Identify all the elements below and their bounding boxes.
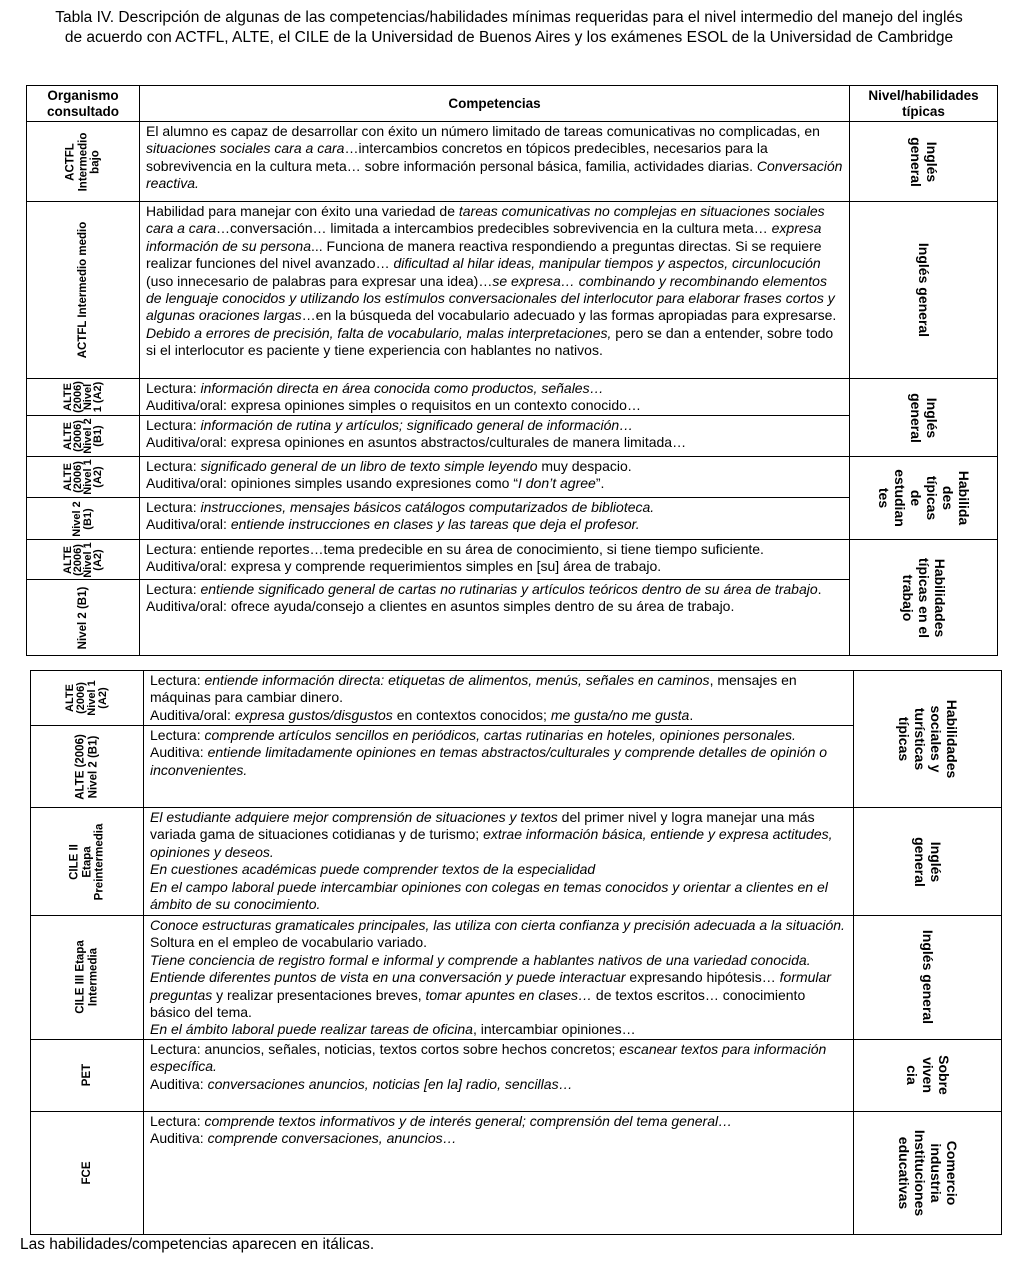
competencias-cell: Lectura: comprende artículos sencillos en periódicos, cartas rutinarias en hoteles, opiniones personales. Auditiva: entiende limitadamente opiniones en temas abstractos/culturales y comprende detalles de opinión o inconvenientes. — [144, 726, 854, 808]
org-cell: ALTE (2006) Nivel 2 (B1) — [31, 726, 144, 808]
org-cell: ALTE (2006) Nivel 1 (A2) — [27, 379, 140, 416]
competencias-cell: Lectura: entiende información directa: etiquetas de alimentos, menús, señales en caminos, mensajes en máquinas para cambiar dinero. Auditiva/oral: expresa gustos/disgustos en contextos conocidos; me gusta/no me gusta. — [144, 671, 854, 726]
table-row — [31, 671, 1002, 726]
header-organismo: Organismo consultado — [27, 86, 140, 122]
org-cell: Nivel 2 (B1) — [27, 580, 140, 656]
org-cell: PET — [31, 1039, 144, 1111]
competencias-cell: Lectura: instrucciones, mensajes básicos catálogos computarizados de biblioteca. Auditiva/oral: entiende instrucciones en clases y las tareas que deja el profesor. — [140, 498, 850, 540]
competencias-cell: Lectura: anuncios, señales, noticias, textos cortos sobre hechos concretos; escanear textos para información específica. Auditiva: conversaciones anuncios, noticias [en la] radio, sencillas… — [144, 1039, 854, 1111]
competencias-cell: El alumno es capaz de desarrollar con éxito un número limitado de tareas comunicativas no complicadas, en situaciones sociales cara a cara…intercambios concretos en tópicos predecibles, necesarios para la sobrevivencia en la cultura meta… sobre información personal básica, familia, actividades diarias. Conversación reactiva. — [140, 122, 850, 202]
competencias-cell: Lectura: entiende significado general de cartas no rutinarias y artículos teóricos dentro de su área de trabajo. Auditiva/oral: ofrece ayuda/consejo a clientes en asuntos simples dentro de su área de trabajo. — [140, 580, 850, 656]
table-row — [27, 457, 998, 498]
table-row — [27, 202, 998, 379]
org-cell: ALTE (2006) Nivel 2 (B1) — [27, 416, 140, 457]
table-row — [31, 1039, 1002, 1111]
org-cell: ALTE (2006) Nivel 1 (A2) — [31, 671, 144, 726]
competencias-table-2 — [30, 670, 1002, 1235]
competencias-cell: Lectura: comprende textos informativos y de interés general; comprensión del tema general… Auditiva: comprende conversaciones, anuncios… — [144, 1111, 854, 1234]
table-row — [31, 916, 1002, 1040]
caption-line-1: Tabla IV. Descripción de algunas de las competencias/habilidades mínimas requeridas para el nivel intermedio del manejo del inglés — [55, 9, 963, 26]
nivel-cell: Inglés general — [854, 916, 1002, 1040]
org-cell: Nivel 2 (B1) — [27, 498, 140, 540]
nivel-cell: Inglés general — [850, 379, 998, 457]
table-row — [27, 379, 998, 416]
org-cell: ACTFL Intermedio medio — [27, 202, 140, 379]
table-row — [31, 808, 1002, 916]
table-row — [27, 122, 998, 202]
competencias-cell: Conoce estructuras gramaticales principales, las utiliza con cierta confianza y precisión adecuada a la situación. Soltura en el empleo de vocabulario variado. Tiene conciencia de registro formal e informal y comprende a hablantes nativos de una variedad conocida. Entiende diferentes puntos de vista en una conversación y puede interactuar expresando hipótesis… formular preguntas y realizar presentaciones breves, tomar apuntes en clases… de textos escritos… conocimiento básico del tema. En el ámbito laboral puede realizar tareas de oficina, intercambiar opiniones… — [144, 916, 854, 1040]
nivel-cell: Habilida des típicas de estudian tes — [850, 457, 998, 540]
nivel-cell: Habilidades típicas en el trabajo — [850, 540, 998, 656]
header-nivel: Nivel/habilidades típicas — [850, 86, 998, 122]
table-row — [31, 1111, 1002, 1234]
competencias-cell: Lectura: significado general de un libro de texto simple leyendo muy despacio. Auditiva/oral: opiniones simples usando expresiones como “I don’t agree”. — [140, 457, 850, 498]
competencias-cell: El estudiante adquiere mejor comprensión de situaciones y textos del primer nivel y logra manejar una más variada gama de situaciones cotidianas y de turismo; extrae información básica, entiende y expresa actitudes, opiniones y deseos. En cuestiones académicas puede comprender textos de la especialidad En el campo laboral puede intercambiar opiniones con colegas en temas conocidos y orientar a clientes en el ámbito de su conocimiento. — [144, 808, 854, 916]
header-competencias: Competencias — [140, 86, 850, 122]
nivel-cell: Habilidades sociales y turísticas típicas — [854, 671, 1002, 808]
competencias-cell: Lectura: información directa en área conocida como productos, señales… Auditiva/oral: expresa opiniones simples o requisitos en un contexto conocido… — [140, 379, 850, 416]
org-cell: CILE II Etapa Preintermedia — [31, 808, 144, 916]
org-cell: ALTE (2006) Nivel 1 (A2) — [27, 540, 140, 580]
nivel-cell: Inglés general — [850, 202, 998, 379]
nivel-cell: Sobre viven cia — [854, 1039, 1002, 1111]
nivel-cell: Inglés general — [854, 808, 1002, 916]
table-caption — [0, 8, 1018, 48]
org-cell: CILE III Etapa Intermedia — [31, 916, 144, 1040]
competencias-cell: Lectura: entiende reportes…tema predecible en su área de conocimiento, si tiene tiempo suficiente. Auditiva/oral: expresa y comprende requerimientos simples en [su] área de trabajo. — [140, 540, 850, 580]
org-cell: FCE — [31, 1111, 144, 1234]
caption-line-2: de acuerdo con ACTFL, ALTE, el CILE de la Universidad de Buenos Aires y los exámenes ESOL de la Universidad de Cambridge — [64, 29, 954, 46]
org-cell: ALTE (2006) Nivel 1 (A2) — [27, 457, 140, 498]
competencias-table-1 — [26, 85, 998, 656]
footnote: Las habilidades/competencias aparecen en itálicas. — [20, 1236, 375, 1253]
nivel-cell: Comercio industria Instituciones educativas — [854, 1111, 1002, 1234]
competencias-cell: Habilidad para manejar con éxito una variedad de tareas comunicativas no complejas en situaciones sociales cara a cara…conversación… limitada a intercambios predecibles sobrevivencia en la cultura meta… expresa información de su persona... Funciona de manera reactiva respondiendo a preguntas directas. Si se requiere realizar funciones del nivel avanzado… dificultad al hilar ideas, manipular tiempos y aspectos, circunlocución (uso innecesario de palabras para expresar una idea)…se expresa… combinando y recombinando elementos de lenguaje conocidos y utilizando los estímulos conversacionales del interlocutor para elaborar frases cortos y algunas oraciones largas…en la búsqueda del vocabulario adecuado y las formas apropiadas para expresarse. Debido a errores de precisión, falta de vocabulario, malas interpretaciones, pero se dan a entender, sobre todo si el interlocutor es paciente y tiene experiencia con hablantes no nativos. — [140, 202, 850, 379]
competencias-cell: Lectura: información de rutina y artículos; significado general de información… Auditiva/oral: expresa opiniones en asuntos abstractos/culturales de manera limitada… — [140, 416, 850, 457]
nivel-cell: Inglés general — [850, 122, 998, 202]
table-row — [27, 540, 998, 580]
org-cell: ACTFL Intermedio bajo — [27, 122, 140, 202]
